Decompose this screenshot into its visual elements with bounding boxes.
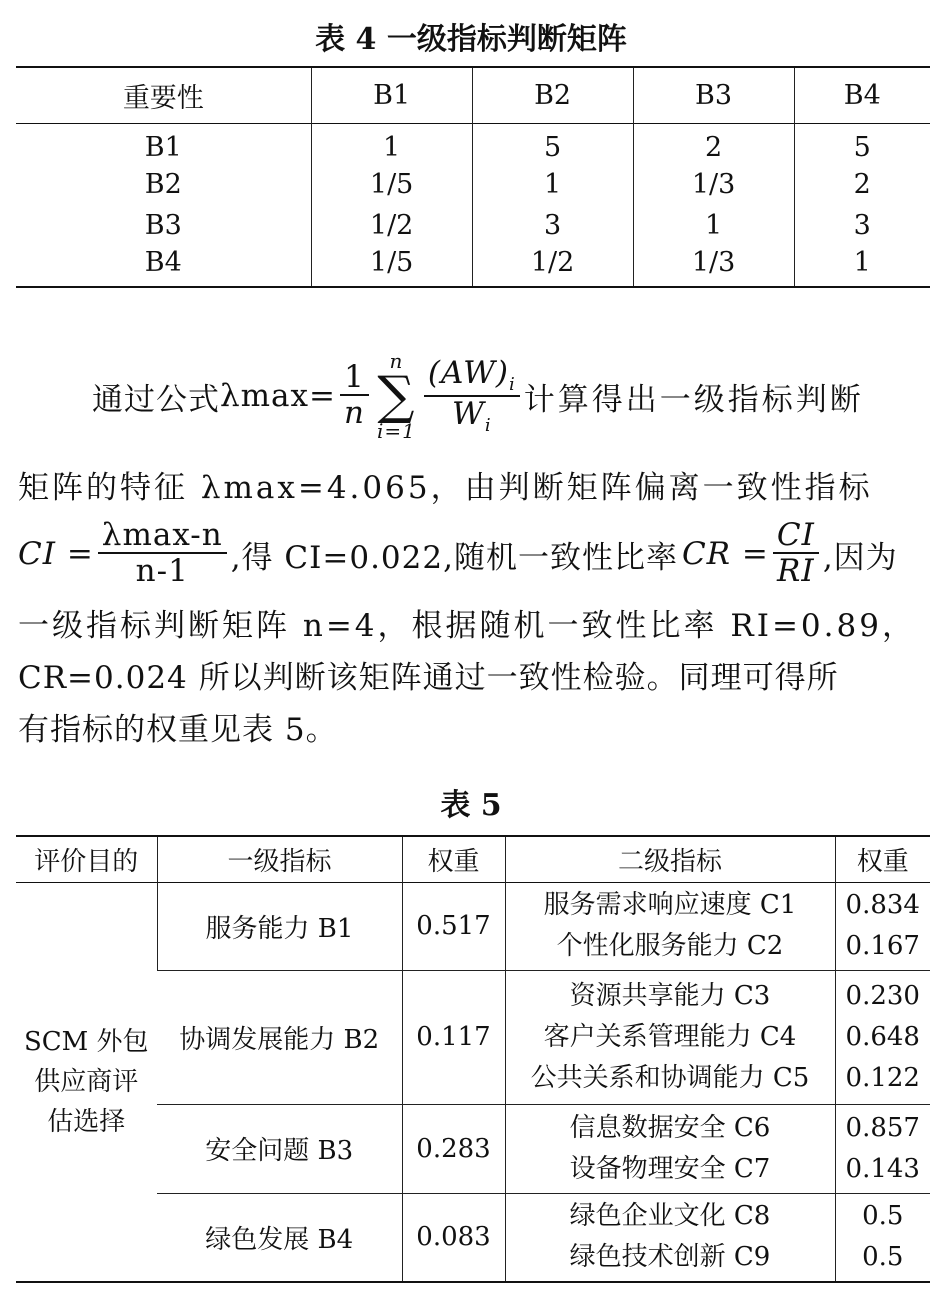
- table4-cell: 1: [472, 164, 633, 205]
- table4-cell: 1/5: [311, 246, 472, 287]
- evaluation-purpose-cell: [16, 882, 157, 1282]
- ci-label: CI =: [18, 536, 94, 572]
- purpose-line: 供应商评: [34, 1066, 139, 1097]
- table4-cell: 1: [794, 246, 930, 287]
- paragraph-text: CR=0.024 所以判断该矩阵通过一致性检验。同理可得所: [18, 659, 839, 696]
- summation-symbol: [377, 349, 416, 444]
- secondary-indicator: 设备物理安全 C7: [569, 1153, 771, 1184]
- w-term: W: [452, 395, 485, 432]
- lambda-max-label: λmax=: [220, 378, 336, 414]
- table5-header-cell: 一级指标: [157, 836, 402, 882]
- table5-header-row: [16, 836, 930, 882]
- table4-caption: 表 4 一级指标判断矩阵: [315, 22, 627, 57]
- sigma-icon: ∑: [377, 365, 416, 426]
- table4-cell: 2: [633, 123, 794, 164]
- secondary-indicator: 绿色企业文化 C8: [569, 1201, 771, 1232]
- ci-formula-line: [18, 512, 930, 596]
- secondary-weight-cell: [835, 1193, 930, 1282]
- table4-cell: 1/3: [633, 246, 794, 287]
- sum-lower-limit: i=1: [376, 419, 416, 444]
- secondary-indicator-cell: [505, 1193, 835, 1282]
- fraction-numerator: CI: [773, 518, 819, 554]
- table-row: [16, 246, 930, 287]
- secondary-weight: 0.857: [845, 1112, 920, 1143]
- table4-cell: 1/5: [311, 164, 472, 205]
- primary-indicator-cell: 服务能力 B1: [157, 882, 402, 970]
- sum-upper-limit: n: [389, 348, 404, 373]
- table4-cell: 2: [794, 164, 930, 205]
- one-over-n-fraction: [340, 360, 369, 432]
- table4-cell: B2: [144, 169, 182, 200]
- table5-header-cell: 权重: [835, 836, 930, 882]
- table4-header-cell: B1: [311, 67, 472, 123]
- paragraph-text: 通过公式: [92, 381, 220, 418]
- secondary-indicator: 服务需求响应速度 C1: [543, 890, 797, 920]
- ci-fraction: [98, 518, 227, 590]
- paragraph-line: [18, 700, 930, 752]
- table4-header-cell: B2: [472, 67, 633, 123]
- primary-weight-cell: 0.517: [402, 882, 505, 970]
- secondary-weight: 0.122: [845, 1062, 920, 1093]
- secondary-indicator: 信息数据安全 C6: [569, 1112, 771, 1143]
- subscript-i: i: [509, 373, 516, 395]
- table-row: [16, 882, 930, 970]
- primary-weight-cell: 0.283: [402, 1104, 505, 1193]
- table-row: [16, 164, 930, 205]
- table4-cell: B3: [144, 210, 182, 241]
- table4-cell: 5: [794, 123, 930, 164]
- secondary-weight: 0.5: [862, 1242, 904, 1273]
- cr-label: CR =: [681, 536, 769, 572]
- table4-cell: 1/2: [472, 246, 633, 287]
- table4-cell: B4: [144, 246, 182, 278]
- secondary-indicator: 客户关系管理能力 C4: [543, 1021, 797, 1052]
- fraction-denominator: n-1: [135, 553, 189, 590]
- paragraph-text: 有指标的权重见表 5。: [18, 711, 338, 748]
- secondary-weight: 0.5: [862, 1201, 904, 1232]
- table4-cell: 5: [472, 123, 633, 164]
- aw-over-w-fraction: [424, 356, 520, 437]
- secondary-weight: 0.143: [845, 1153, 920, 1184]
- cr-fraction: [773, 518, 819, 590]
- table4-cell: 3: [472, 205, 633, 246]
- table4-header-row: [16, 67, 930, 123]
- fraction-denominator: [448, 397, 496, 437]
- fraction-numerator: [424, 356, 520, 397]
- secondary-indicator-cell: [505, 882, 835, 970]
- paragraph-line: [18, 596, 930, 648]
- subscript-i: i: [484, 414, 492, 436]
- primary-indicator-cell: 协调发展能力 B2: [179, 1024, 380, 1055]
- table4-judgment-matrix: [16, 66, 930, 288]
- secondary-weight-cell: [835, 1104, 930, 1193]
- primary-weight-cell: 0.083: [402, 1193, 505, 1282]
- fraction-denominator: n: [343, 395, 365, 432]
- table4-header-cell: 重要性: [122, 82, 204, 114]
- table5-header-cell: 评价目的: [34, 846, 139, 877]
- table5-header-cell: 权重: [402, 836, 505, 882]
- table4-cell: 1: [633, 205, 794, 246]
- secondary-indicator: 绿色技术创新 C9: [569, 1242, 771, 1273]
- table4-cell: 3: [794, 205, 930, 246]
- fraction-denominator: RI: [777, 553, 815, 590]
- table4-cell: 1/3: [633, 164, 794, 205]
- fraction-numerator: 1: [340, 360, 369, 396]
- primary-indicator-cell: 绿色发展 B4: [205, 1224, 354, 1255]
- table5-caption: 表 5: [440, 788, 502, 823]
- aw-term: (AW): [427, 354, 510, 391]
- fraction-numerator: λmax-n: [98, 518, 227, 554]
- table5-weights: [16, 835, 930, 1283]
- formula-line: [18, 336, 930, 456]
- paragraph-text: 一级指标判断矩阵 n=4，根据随机一致性比率 RI=0.89，: [18, 607, 916, 644]
- body-paragraph: [18, 336, 930, 752]
- table4-cell: 1/2: [311, 205, 472, 246]
- purpose-line: 估选择: [47, 1106, 126, 1137]
- paragraph-text: 计算得出一级指标判断: [523, 381, 864, 418]
- paragraph-text: 矩阵的特征 λmax=4.065，由判断矩阵偏离一致性指标: [18, 469, 873, 506]
- secondary-weight: 0.230: [845, 980, 920, 1011]
- table4-header-cell: B3: [633, 67, 794, 123]
- secondary-weight: 0.648: [845, 1021, 920, 1052]
- paragraph-text: ,得 CI=0.022,随机一致性比率: [230, 539, 678, 576]
- purpose-line: SCM 外包: [23, 1026, 149, 1057]
- secondary-indicator: 公共关系和协调能力 C5: [530, 1062, 810, 1093]
- secondary-weight-cell: [835, 970, 930, 1104]
- secondary-indicator-cell: [505, 970, 835, 1104]
- paragraph-line: [18, 648, 930, 700]
- table-row: [16, 123, 930, 164]
- paragraph-line: [18, 456, 930, 512]
- table5-header-cell: 二级指标: [505, 836, 835, 882]
- secondary-weight-cell: [835, 882, 930, 970]
- table-row: [16, 205, 930, 246]
- table4-header-cell: B4: [794, 67, 930, 123]
- secondary-weight: 0.167: [845, 931, 920, 961]
- primary-weight-cell: 0.117: [402, 970, 505, 1104]
- primary-indicator-cell: 安全问题 B3: [205, 1136, 354, 1166]
- secondary-indicator: 资源共享能力 C3: [569, 980, 771, 1011]
- paragraph-text: ,因为: [822, 539, 898, 576]
- secondary-indicator: 个性化服务能力 C2: [556, 931, 784, 961]
- secondary-weight: 0.834: [845, 890, 920, 920]
- secondary-indicator-cell: [505, 1104, 835, 1193]
- table4-cell: 1: [311, 123, 472, 164]
- table4-cell: B1: [144, 132, 182, 164]
